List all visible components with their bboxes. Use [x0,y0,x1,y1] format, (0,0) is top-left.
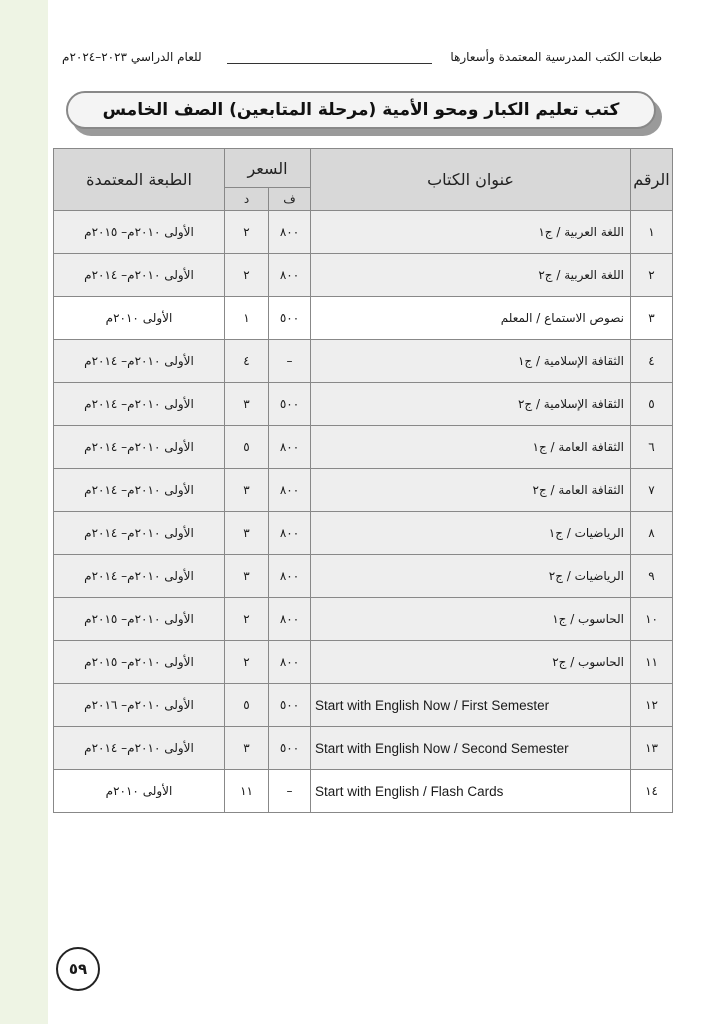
table-row [54,297,673,340]
row-price-dinar: ٥ [225,684,269,727]
row-price-fils: ٥٠٠ [269,297,311,340]
row-price-fils: – [269,340,311,383]
row-price-fils: ٨٠٠ [269,254,311,297]
row-price-fils: ٥٠٠ [269,727,311,770]
row-number: ١١ [631,641,673,684]
row-book-title: الحاسوب / ج١ [311,598,631,641]
page-number [56,947,100,991]
row-price-dinar: ١١ [225,770,269,813]
row-price-dinar: ٢ [225,641,269,684]
row-price-dinar: ٣ [225,469,269,512]
row-number: ١٠ [631,598,673,641]
table-row [54,254,673,297]
table-row [54,426,673,469]
row-price-fils: ٥٠٠ [269,383,311,426]
header-price: السعر [225,149,311,188]
row-price-fils: ٨٠٠ [269,598,311,641]
row-edition: الأولى ٢٠١٠م– ٢٠١٥م [54,641,225,684]
table-row [54,770,673,813]
row-edition: الأولى ٢٠١٠م– ٢٠١٤م [54,383,225,426]
row-book-title: Start with English Now / Second Semester [311,727,631,770]
row-price-dinar: ٢ [225,254,269,297]
table-row [54,383,673,426]
row-book-title: Start with English Now / First Semester [311,684,631,727]
row-number: ٨ [631,512,673,555]
table-row [54,641,673,684]
row-edition: الأولى ٢٠١٠م– ٢٠١٤م [54,727,225,770]
row-number: ١ [631,211,673,254]
row-edition: الأولى ٢٠١٠م– ٢٠١٥م [54,598,225,641]
row-book-title: الرياضيات / ج١ [311,512,631,555]
row-edition: الأولى ٢٠١٠م– ٢٠١٤م [54,555,225,598]
row-number: ٤ [631,340,673,383]
row-book-title: الثقافة العامة / ج٢ [311,469,631,512]
row-number: ٩ [631,555,673,598]
page-number-text: ٥٩ [68,960,88,978]
section-title: كتب تعليم الكبار ومحو الأمية (مرحلة المتابعين) الصف الخامس [102,100,620,120]
header-book-title: عنوان الكتاب [311,149,631,211]
row-book-title: الثقافة العامة / ج١ [311,426,631,469]
row-price-dinar: ٣ [225,555,269,598]
row-price-fils: ٨٠٠ [269,555,311,598]
row-price-fils: ٨٠٠ [269,469,311,512]
row-book-title: اللغة العربية / ج١ [311,211,631,254]
row-edition: الأولى ٢٠١٠م– ٢٠١٤م [54,469,225,512]
row-number: ٣ [631,297,673,340]
row-price-fils: ٨٠٠ [269,211,311,254]
left-margin-strip [0,0,48,1024]
table-row [54,469,673,512]
header-title: طبعات الكتب المدرسية المعتمدة وأسعارها [450,50,662,64]
row-price-fils: ٥٠٠ [269,684,311,727]
section-banner [66,91,656,129]
row-book-title: اللغة العربية / ج٢ [311,254,631,297]
table-row [54,684,673,727]
row-price-fils: – [269,770,311,813]
row-price-dinar: ٢ [225,598,269,641]
row-price-dinar: ٢ [225,211,269,254]
row-book-title: الرياضيات / ج٢ [311,555,631,598]
row-edition: الأولى ٢٠١٠م– ٢٠١٥م [54,211,225,254]
header-rule [227,63,432,64]
row-edition: الأولى ٢٠١٠م– ٢٠١٦م [54,684,225,727]
books-table [53,148,673,813]
row-price-dinar: ٤ [225,340,269,383]
header-price-dinar: د [225,188,269,211]
row-edition: الأولى ٢٠١٠م [54,297,225,340]
header-academic-year: للعام الدراسي ٢٠٢٣–٢٠٢٤م [62,50,202,64]
table-row [54,211,673,254]
table-row [54,512,673,555]
row-number: ١٣ [631,727,673,770]
row-price-dinar: ٣ [225,383,269,426]
running-header [62,50,662,72]
row-price-fils: ٨٠٠ [269,641,311,684]
row-edition: الأولى ٢٠١٠م– ٢٠١٤م [54,426,225,469]
row-book-title: الثقافة الإسلامية / ج٢ [311,383,631,426]
row-price-dinar: ١ [225,297,269,340]
row-book-title: Start with English / Flash Cards [311,770,631,813]
row-number: ١٤ [631,770,673,813]
row-edition: الأولى ٢٠١٠م [54,770,225,813]
row-book-title: الثقافة الإسلامية / ج١ [311,340,631,383]
header-edition: الطبعة المعتمدة [54,149,225,211]
row-price-fils: ٨٠٠ [269,512,311,555]
row-edition: الأولى ٢٠١٠م– ٢٠١٤م [54,512,225,555]
row-number: ٥ [631,383,673,426]
row-edition: الأولى ٢٠١٠م– ٢٠١٤م [54,340,225,383]
row-price-dinar: ٣ [225,512,269,555]
header-price-fils: ف [269,188,311,211]
row-price-dinar: ٥ [225,426,269,469]
row-book-title: نصوص الاستماع / المعلم [311,297,631,340]
row-number: ٧ [631,469,673,512]
table-row [54,555,673,598]
row-number: ٢ [631,254,673,297]
table-row [54,727,673,770]
row-number: ١٢ [631,684,673,727]
header-number: الرقم [631,149,673,211]
row-book-title: الحاسوب / ج٢ [311,641,631,684]
row-price-dinar: ٣ [225,727,269,770]
row-price-fils: ٨٠٠ [269,426,311,469]
row-number: ٦ [631,426,673,469]
row-edition: الأولى ٢٠١٠م– ٢٠١٤م [54,254,225,297]
table-row [54,340,673,383]
table-row [54,598,673,641]
